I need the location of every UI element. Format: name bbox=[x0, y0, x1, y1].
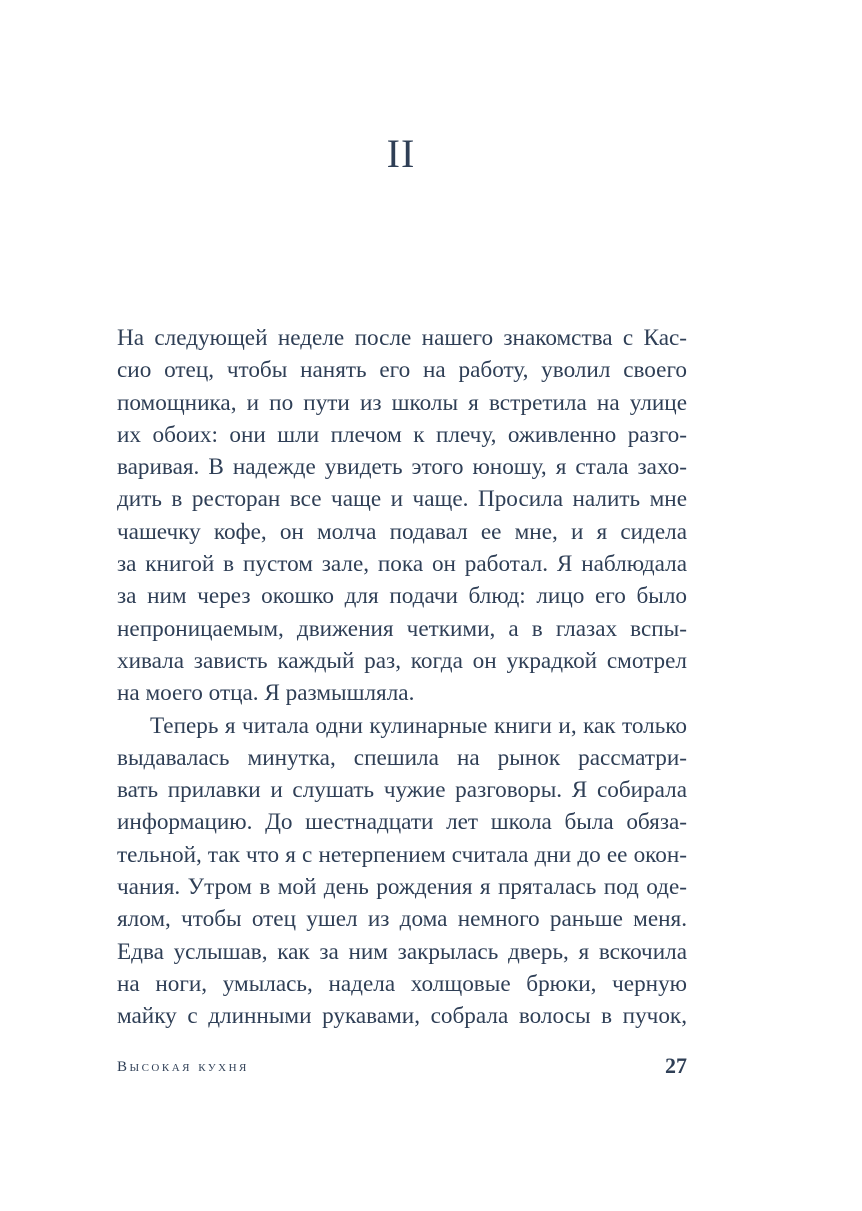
text-line: чашечку кофе, он молча подавал ее мне, и я сидела bbox=[117, 518, 687, 545]
text-line: выдавалась минутка, спешила на рынок рассматри- bbox=[117, 744, 687, 771]
body-text bbox=[117, 322, 687, 1033]
chapter-number: II bbox=[386, 131, 416, 176]
text-line: дить в ресторан все чаще и чаще. Просила налить мне bbox=[117, 486, 687, 513]
page-number: 27 bbox=[665, 1053, 687, 1078]
text-line: хивала зависть каждый раз, когда он украдкой смотрел bbox=[117, 647, 687, 674]
text-line: сио отец, чтобы нанять его на работу, уволил своего bbox=[117, 357, 687, 384]
text-line: информацию. До шестнадцати лет школа была обяза- bbox=[117, 809, 687, 836]
text-line: на моего отца. Я размышляла. bbox=[117, 680, 415, 707]
text-line: Теперь я читала одни кулинарные книги и, как только bbox=[150, 712, 687, 739]
text-line: ялом, чтобы отец ушел из дома немного раньше меня. bbox=[117, 906, 687, 933]
text-line: за книгой в пустом зале, пока он работал. Я наблюдала bbox=[117, 551, 687, 578]
text-line: на ноги, умылась, надела холщовые брюки, черную bbox=[117, 970, 687, 997]
text-line: непроницаемым, движения четкими, а в глазах вспы- bbox=[117, 615, 687, 642]
text-line: варивая. В надежде увидеть этого юношу, я стала захо- bbox=[117, 454, 687, 481]
text-line: чания. Утром в мой день рождения я пряталась под оде- bbox=[117, 874, 687, 901]
text-line: майку с длинными рукавами, собрала волосы в пучок, bbox=[117, 1003, 687, 1030]
text-line: Едва услышав, как за ним закрылась дверь, я вскочила bbox=[117, 938, 687, 965]
text-line: вать прилавки и слушать чужие разговоры. Я собирала bbox=[117, 777, 687, 804]
text-line: помощника, и по пути из школы я встретила на улице bbox=[117, 389, 687, 416]
text-line: На следующей неделе после нашего знакомства с Кас- bbox=[117, 325, 687, 351]
text-line: за ним через окошко для подачи блюд: лицо его было bbox=[117, 583, 687, 610]
running-title: Высокая кухня bbox=[117, 1059, 249, 1075]
text-line: их обоих: они шли плечом к плечу, оживленно разго- bbox=[117, 421, 687, 448]
text-line: тельной, так что я с нетерпением считала дни до ее окон- bbox=[117, 841, 687, 868]
